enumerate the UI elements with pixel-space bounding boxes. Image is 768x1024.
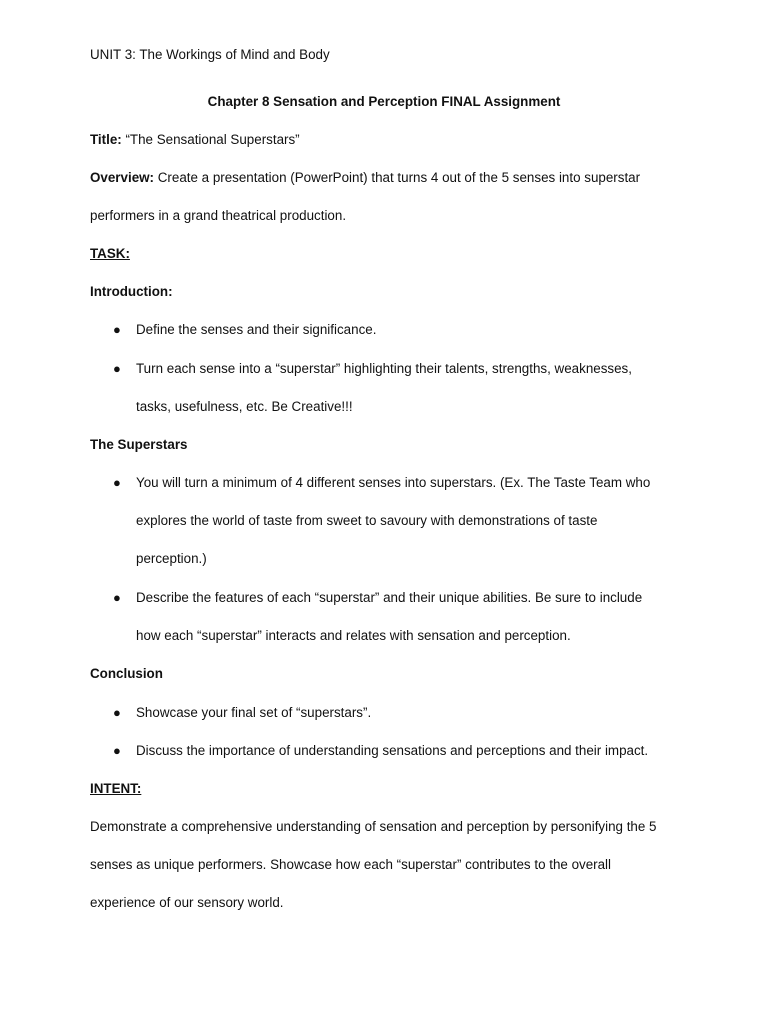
intent-line-3: experience of our sensory world. — [90, 895, 284, 910]
introduction-heading: Introduction: — [90, 284, 173, 299]
bullet-dot-icon: ● — [113, 590, 121, 605]
list-item: Turn each sense into a “superstar” highlighting their talents, strengths, weaknesses, — [136, 361, 632, 376]
intent-line-1: Demonstrate a comprehensive understanding of sensation and perception by personifying the 5 — [90, 819, 657, 834]
unit-heading: UNIT 3: The Workings of Mind and Body — [90, 47, 330, 62]
bullet-dot-icon: ● — [113, 743, 121, 758]
overview-label: Overview: — [90, 170, 155, 185]
list-item: Define the senses and their significance. — [136, 322, 377, 337]
overview-text-1: Create a presentation (PowerPoint) that turns 4 out of the 5 senses into superstar — [154, 170, 641, 185]
conclusion-heading: Conclusion — [90, 666, 163, 681]
list-item-continuation: how each “superstar” interacts and relates with sensation and perception. — [136, 628, 571, 643]
intent-heading: INTENT: — [90, 781, 142, 796]
title-label: Title: — [90, 132, 122, 147]
task-heading: TASK: — [90, 246, 130, 261]
list-item-continuation: tasks, usefulness, etc. Be Creative!!! — [136, 399, 353, 414]
bullet-dot-icon: ● — [113, 705, 121, 720]
intent-line-2: senses as unique performers. Showcase how each “superstar” contributes to the overall — [90, 857, 612, 872]
list-item-continuation: explores the world of taste from sweet to savoury with demonstrations of taste — [136, 513, 598, 528]
list-item: Describe the features of each “superstar” and their unique abilities. Be sure to include — [136, 590, 643, 605]
list-item: You will turn a minimum of 4 different senses into superstars. (Ex. The Taste Team who — [136, 475, 651, 490]
bullet-dot-icon: ● — [113, 475, 121, 490]
bullet-dot-icon: ● — [113, 322, 121, 337]
title-value: “The Sensational Superstars” — [121, 132, 300, 147]
superstars-heading: The Superstars — [90, 437, 188, 452]
overview-line-1 — [90, 169, 640, 187]
list-item: Discuss the importance of understanding sensations and perceptions and their impact. — [136, 743, 649, 758]
chapter-heading: Chapter 8 Sensation and Perception FINAL Assignment — [207, 94, 561, 109]
list-item: Showcase your final set of “superstars”. — [136, 705, 372, 720]
bullet-dot-icon: ● — [113, 361, 121, 376]
list-item-continuation: perception.) — [136, 551, 207, 566]
overview-line-2: performers in a grand theatrical production. — [90, 208, 347, 223]
title-line — [90, 131, 300, 149]
